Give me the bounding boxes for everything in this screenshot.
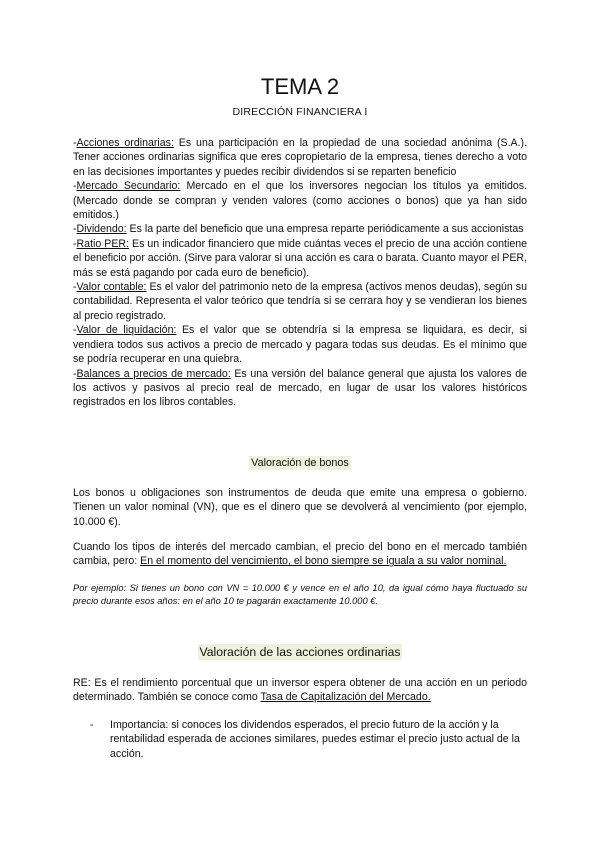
bonos-paragraph: Los bonos u obligaciones son instrumentos de deuda que emite una empresa o gobierno. Tienen un valor nominal (VN), que es el dinero que se devolverá al vencimiento (por ejemplo, 10.000 €). <box>73 487 527 528</box>
definition-term: Ratio PER: <box>76 237 130 250</box>
definition-item: -Valor contable: Es el valor del patrimonio neto de la empresa (activos menos deudas), según su contabilidad. Representa el valor teórico que tendría si se cerrara hoy y se vendieran los bienes al precio registrado. <box>73 281 527 322</box>
definition-term: Mercado Secundario: <box>76 180 181 193</box>
definition-item: -Ratio PER: Es un indicador financiero que mide cuántas veces el precio de una acción contiene el beneficio por acción. (Sirve para valorar si una acción es cara o barata. Cuanto mayor el PER, más se está pagando por cada euro de beneficio). <box>73 237 527 279</box>
acciones-section-heading <box>0 645 600 659</box>
definition-term: Valor de liquidación: <box>76 324 177 337</box>
acciones-heading-text: Valoración de las acciones ordinarias <box>199 645 401 659</box>
re-alt-name: Tasa de Capitalización del Mercado. <box>260 691 431 704</box>
definition-item: -Balances a precios de mercado: Es una versión del balance general que ajusta los valores de los activos y pasivos al precio real de mercado, en lugar de usar los valores históricos registrados en los libros contables. <box>73 367 527 409</box>
bonos-maturity-note: En el momento del vencimiento, el bono siempre se iguala a su valor nominal. <box>140 555 507 568</box>
page-title: TEMA 2 <box>260 74 340 99</box>
definition-term: Dividendo: <box>76 223 127 236</box>
definition-item: -Dividendo: Es la parte del beneficio que una empresa reparte periódicamente a sus accionistas <box>73 223 524 236</box>
definition-term: Valor contable: <box>76 281 147 294</box>
definition-term: Balances a precios de mercado: <box>76 367 231 380</box>
definition-item: -Mercado Secundario: Mercado en el que los inversores negocian los títulos ya emitidos. (Mercado donde se compran y venden valores (como acciones o bonos) que ya han sido emitidos.) <box>73 180 527 222</box>
definitions-list <box>73 136 527 410</box>
definition-text: Mercado en el que los inversores negocian los títulos ya emitidos. (Mercado donde se compran y venden valores (como acciones o bonos) que ya han sido emitidos.) <box>73 180 527 222</box>
bonos-section-heading <box>0 457 600 469</box>
definition-term: Acciones ordinarias: <box>76 137 174 149</box>
bonos-price-paragraph <box>73 540 527 569</box>
bonos-price-text: Cuando los tipos de interés del mercado cambian, el precio del bono en el mercado también cambia, pero: <box>73 541 527 568</box>
bullet-dash: - <box>90 719 94 731</box>
definition-item: -Valor de liquidación: Es el valor que se obtendría si la empresa se liquidara, es decir, si vendiera todos sus activos a precio de mercado y pagara todas sus deudas. Es el mínimo que se podría recuperar en una quiebra. <box>73 324 527 366</box>
page-subtitle: DIRECCIÓN FINANCIERA I <box>232 106 368 118</box>
definition-text: Es un indicador financiero que mide cuántas veces el precio de una acción contiene el beneficio por acción. (Sirve para valorar si una acción es cara o barata. Cuanto mayor el PER, más se está pagando por cada euro de beneficio). <box>73 237 527 279</box>
definition-text: Es el valor que se obtendría si la empresa se liquidara, es decir, si vendiera todos sus activos a precio de mercado y pagara todas sus deudas. Es el mínimo que se podría recuperar en una quiebra. <box>73 324 527 366</box>
definition-text: Es el valor del patrimonio neto de la empresa (activos menos deudas), según su contabilidad. Representa el valor teórico que tendría si se cerrara hoy y se vendieran los bienes al precio registrado. <box>73 281 527 322</box>
bonos-heading-text: Valoración de bonos <box>251 457 349 469</box>
definition-text: Es la parte del beneficio que una empresa reparte periódicamente a sus accionistas <box>126 223 524 236</box>
bonos-example: Por ejemplo: Si tienes un bono con VN = 10.000 € y vence en el año 10, da igual cómo haya fluctuado su precio durante esos años: en el año 10 te pagarán exactamente 10.000 €. <box>73 583 527 607</box>
definition-text: Es una participación en la propiedad de una sociedad anónima (S.A.). Tener acciones ordinarias significa que eres copropietario de la empresa, tienes derecho a voto en las decisiones importantes y puedes recibir dividendos si se reparten beneficio <box>73 137 528 178</box>
definition-text: Es una versión del balance general que ajusta los valores de los activos y pasivos al precio real de mercado, en lugar de usar los valores históricos registrados en los libros contables. <box>73 367 527 409</box>
definition-item: -Acciones ordinarias: Es una participación en la propiedad de una sociedad anónima (S.A.). Tener acciones ordinarias significa que eres copropietario de la empresa, tienes derecho a voto en las decisiones importantes y puedes recibir dividendos si se reparten beneficio <box>73 137 528 178</box>
re-definition-text: RE: Es el rendimiento porcentual que un inversor espera obtener de una acción en un periodo determinado. También se conoce como <box>73 677 527 704</box>
re-paragraph <box>73 676 527 705</box>
bullet-text: Importancia: si conoces los dividendos esperados, el precio futuro de la acción y la rentabilidad esperada de acciones similares, puedes estimar el precio justo actual de la acción. <box>110 719 520 760</box>
